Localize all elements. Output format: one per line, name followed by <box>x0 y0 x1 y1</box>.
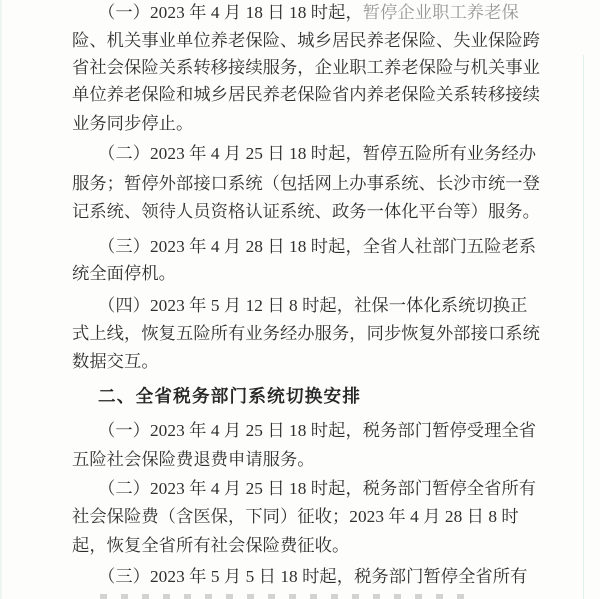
doc-line-07: 服务；暂停外部接口系统（包括网上办事系统、长沙市统一登 <box>72 174 540 193</box>
doc-line-09: （三）2023 年 4 月 28 日 18 时起，全省人社部门五险老系 <box>98 237 537 256</box>
doc-line-19: 起，恢复全省所有社会保险费征收。 <box>72 536 350 555</box>
doc-line-02: 险、机关事业单位养老保险、城乡居民养老保险、失业保险跨 <box>72 31 540 50</box>
section2-heading: 二、全省税务部门系统切换安排 <box>98 386 362 406</box>
doc-line-13: 数据交互。 <box>72 352 159 371</box>
doc-line-15: （一）2023 年 4 月 25 日 18 时起，税务部门暂停受理全省 <box>98 421 537 440</box>
bottom-clipped-text-artifact <box>100 594 472 599</box>
doc-line-01-tail-faded: 暂停企业职工养老保 <box>362 3 519 22</box>
doc-line-04: 单位养老保险和城乡居民养老保险省内养老保险关系转移接续 <box>72 85 540 104</box>
doc-line-12: 式上线，恢复五险所有业务经办服务，同步恢复外部接口系统 <box>72 324 540 343</box>
left-edge-scan-tint <box>0 0 2 599</box>
doc-line-06: （二）2023 年 4 月 25 日 18 时起，暂停五险所有业务经办 <box>98 144 537 163</box>
doc-line-18: 社会保险费（含医保，下同）征收；2023 年 4 月 28 日 8 时 <box>72 507 519 526</box>
doc-line-20: （三）2023 年 5 月 5 日 18 时起，税务部门暂停全省所有 <box>98 567 528 586</box>
doc-line-01-head: （一）2023 年 4 月 18 日 18 时起， <box>98 3 363 22</box>
doc-line-11: （四）2023 年 5 月 12 日 8 时起，社保一体化系统切换正 <box>98 296 528 315</box>
doc-line-01 <box>72 2 519 24</box>
doc-line-05: 业务同步停止。 <box>72 114 194 133</box>
doc-line-08: 记系统、领待人员资格认证系统、政务一体化平台等）服务。 <box>72 202 540 221</box>
doc-line-16: 五险社会保险费退费申请服务。 <box>72 450 315 469</box>
doc-line-03: 省社会保险关系转移接续服务，企业职工养老保险与机关事业 <box>72 58 540 77</box>
doc-line-10: 统全面停机。 <box>72 264 176 283</box>
doc-line-17: （二）2023 年 4 月 25 日 18 时起，税务部门暂停全省所有 <box>98 479 537 498</box>
right-edge-scan-streak <box>583 55 584 599</box>
